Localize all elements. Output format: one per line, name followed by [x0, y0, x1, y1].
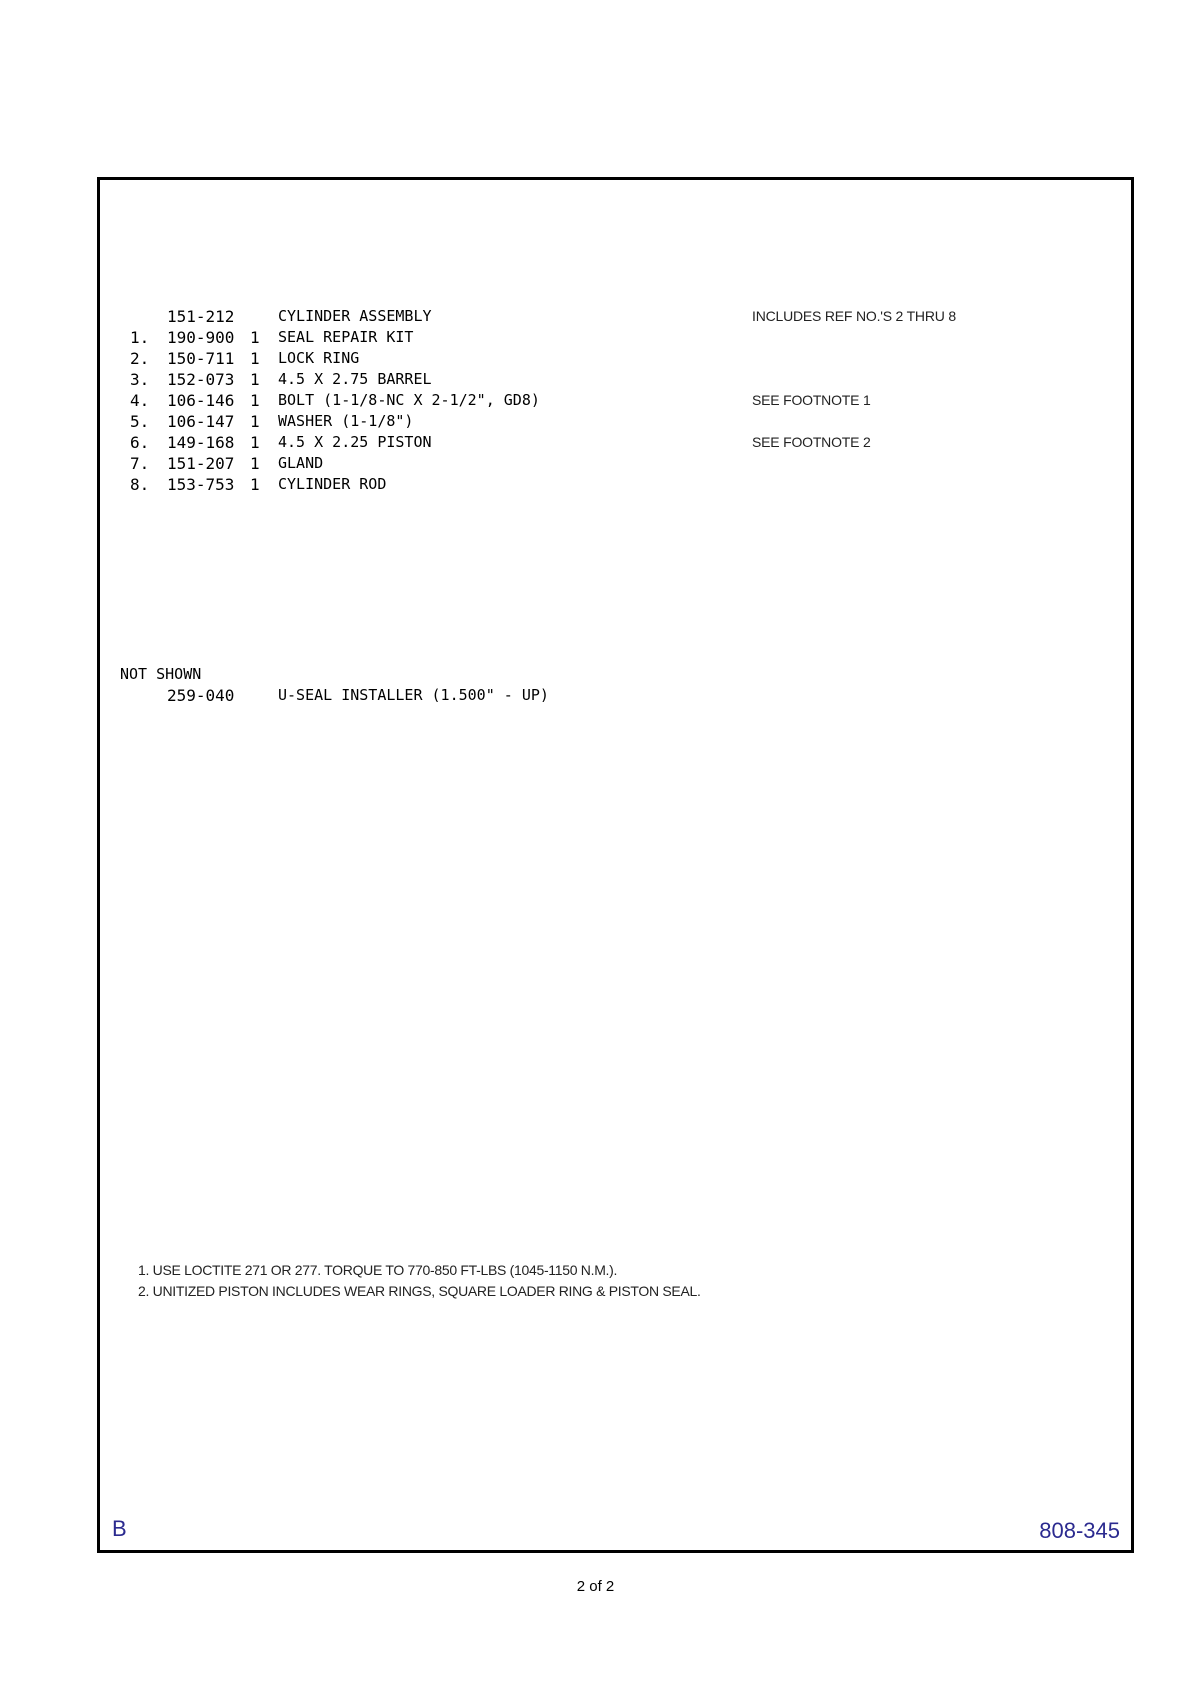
part-ref: 8. [130, 475, 150, 494]
part-qty: 1 [250, 475, 260, 494]
part-description: LOCK RING [278, 349, 360, 367]
part-qty: 1 [250, 412, 260, 431]
revision-letter: B [112, 1516, 127, 1541]
part-number: 259-040 [167, 686, 235, 705]
not-shown-heading: NOT SHOWN [120, 665, 202, 683]
part-ref: 1. [130, 328, 150, 347]
part-ref: 5. [130, 412, 150, 431]
footnote: 2. UNITIZED PISTON INCLUDES WEAR RINGS, SQUARE LOADER RING & PISTON SEAL. [138, 1283, 701, 1299]
footnotes [138, 1260, 701, 1302]
part-description: GLAND [278, 454, 324, 472]
part-description: 4.5 X 2.25 PISTON [278, 433, 432, 451]
part-ref: 2. [130, 349, 150, 368]
part-qty: 1 [250, 391, 260, 410]
part-qty: 1 [250, 328, 260, 347]
part-description: 4.5 X 2.75 BARREL [278, 370, 432, 388]
not-shown-item [120, 685, 720, 706]
part-number: 106-146 [167, 391, 235, 410]
part-ref: 4. [130, 391, 150, 410]
not-shown-section [120, 664, 720, 706]
part-description: SEAL REPAIR KIT [278, 328, 414, 346]
part-remark: SEE FOOTNOTE 2 [752, 434, 871, 450]
footnote: 1. USE LOCTITE 271 OR 277. TORQUE TO 770-850 FT-LBS (1045-1150 N.M.). [138, 1262, 618, 1278]
document-number: 808-345 [1039, 1518, 1120, 1543]
part-ref: 7. [130, 454, 150, 473]
page-number: 2 of 2 [576, 1578, 615, 1595]
part-number: 149-168 [167, 433, 235, 452]
part-remark: SEE FOOTNOTE 1 [752, 392, 871, 408]
part-number: 190-900 [167, 328, 235, 347]
part-description: U-SEAL INSTALLER (1.500" - UP) [278, 686, 549, 704]
part-qty: 1 [250, 454, 260, 473]
part-number: 152-073 [167, 370, 235, 389]
part-description: CYLINDER ASSEMBLY [278, 307, 432, 325]
part-remark: INCLUDES REF NO.'S 2 THRU 8 [752, 308, 956, 324]
part-number: 153-753 [167, 475, 235, 494]
part-description: WASHER (1-1/8") [278, 412, 414, 430]
part-description: CYLINDER ROD [278, 475, 387, 493]
part-description: BOLT (1-1/8-NC X 2-1/2", GD8) [278, 391, 540, 409]
part-qty: 1 [250, 349, 260, 368]
part-qty: 1 [250, 433, 260, 452]
part-number: 151-207 [167, 454, 235, 473]
part-ref: 3. [130, 370, 150, 389]
part-number: 150-711 [167, 349, 235, 368]
part-number: 106-147 [167, 412, 235, 431]
part-qty: 1 [250, 370, 260, 389]
part-number: 151-212 [167, 307, 235, 326]
part-ref: 6. [130, 433, 150, 452]
